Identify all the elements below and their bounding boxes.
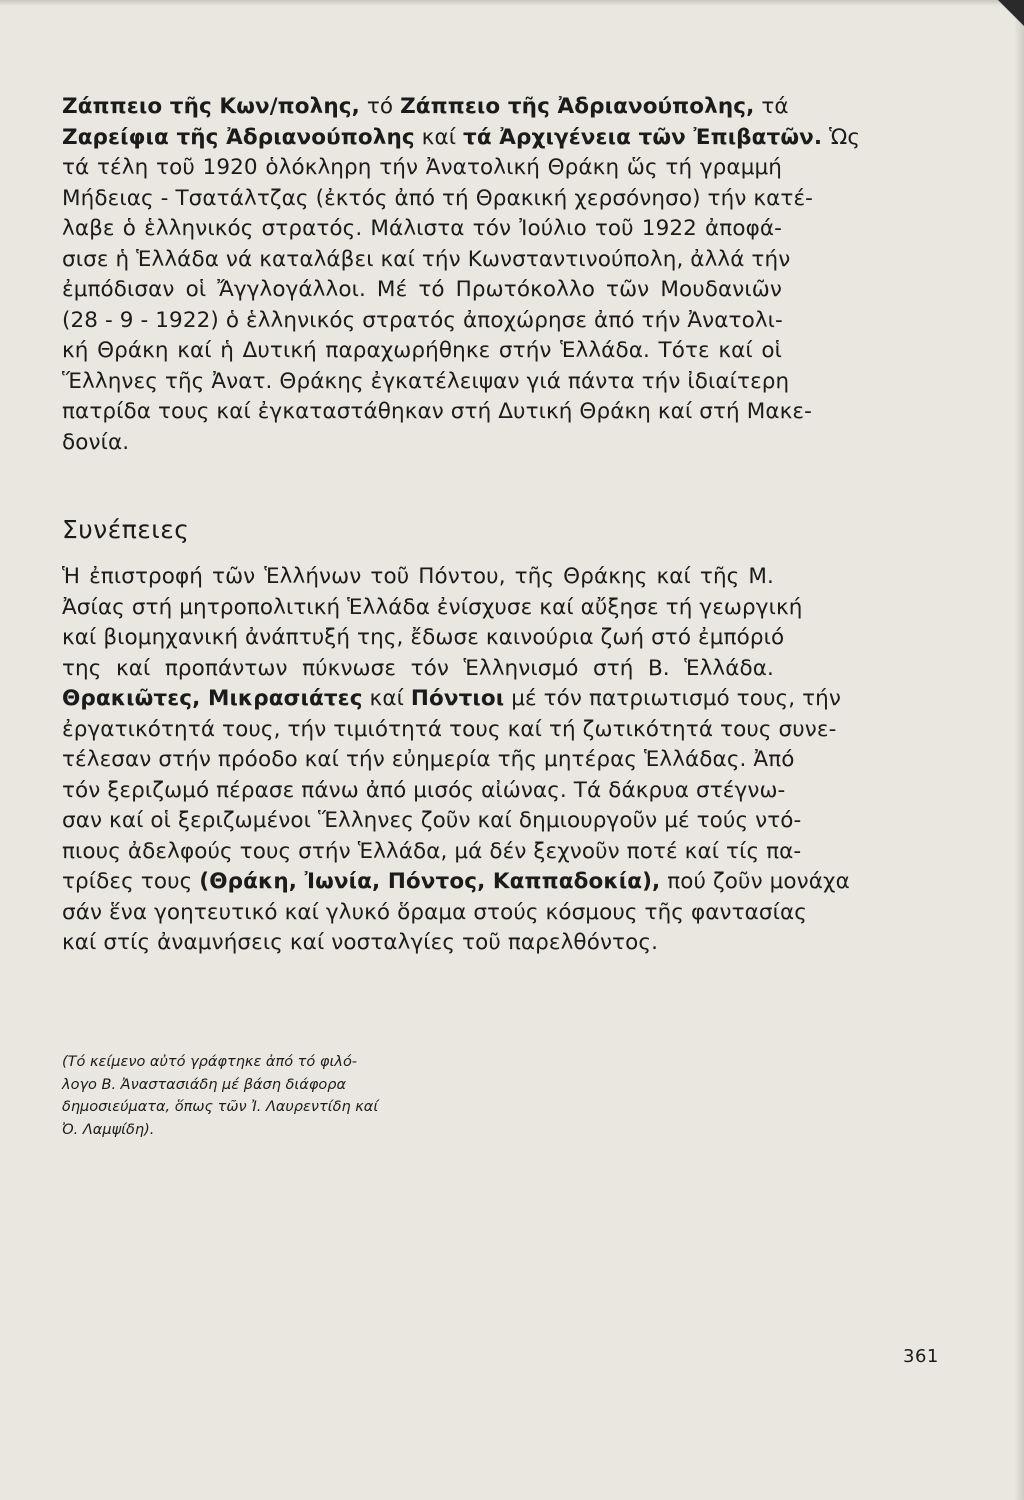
text-line — [62, 928, 774, 959]
text-line — [62, 367, 790, 398]
text-line — [62, 654, 774, 685]
bold-phrase: Πόντιοι — [410, 686, 505, 711]
text-run: σισε ἡ Ἑλλάδα νά καταλάβει καί τήν Κωνσταντινούπολη, ἀλλά τήν — [62, 246, 791, 272]
text-line — [62, 428, 782, 459]
text-run: δονία. — [62, 429, 130, 455]
text-line — [62, 623, 785, 654]
text-line — [62, 593, 803, 624]
text-run: Ὡς — [822, 124, 861, 150]
page-corner-mark — [998, 0, 1024, 26]
text-line — [62, 397, 812, 428]
footnote-line: (Τό κείμενο αὐτό γράφτηκε ἀπό τό φιλό- — [62, 1054, 358, 1070]
text-run: (28 - 9 - 1922) ὁ ἑλληνικός στρατός ἀποχώρησε ἀπό τήν Ἀνατολι- — [62, 307, 783, 333]
text-line — [62, 153, 782, 184]
source-footnote — [62, 1051, 392, 1141]
text-line — [62, 245, 791, 276]
text-line — [62, 898, 808, 929]
text-run: Ἕλληνες τῆς Ἀνατ. Θράκης ἐγκατέλειψαν γιά πάντα τήν ἰδιαίτερη — [62, 368, 790, 394]
text-line — [62, 867, 850, 898]
section-heading: Συνέπειες — [62, 515, 190, 544]
page-number: 361 — [903, 1346, 939, 1367]
text-line — [62, 184, 814, 215]
text-run: πού ζοῦν μονάχα — [660, 869, 850, 894]
text-line — [62, 776, 786, 807]
text-run: μέ τόν πατριωτισμό τους, τήν — [504, 686, 841, 711]
bold-phrase: Ζαρείφια τῆς Ἀδριανούπολης — [62, 124, 415, 150]
text-run: Μήδειας - Τσατάλτζας (ἐκτός ἀπό τή Θρακική χερσόνησο) τήν κατέ- — [62, 185, 814, 211]
text-line — [62, 745, 795, 776]
body-paragraph-history — [62, 92, 861, 458]
text-line — [62, 336, 782, 367]
text-line — [62, 92, 789, 123]
text-run: σάν ἕνα γοητευτικό καί γλυκό ὅραμα στούς κόσμους τῆς φαντασίας — [62, 899, 808, 925]
text-line — [62, 306, 782, 337]
text-run: Ἀσίας στή μητροπολιτική Ἑλλάδα ἐνίσχυσε καί αὔξησε τή γεωργική — [62, 594, 803, 620]
text-run: τρίδες τους — [62, 869, 200, 894]
page-edge-top — [0, 0, 1024, 6]
text-line — [62, 806, 802, 837]
text-line — [62, 837, 802, 868]
text-line — [62, 715, 837, 746]
text-line — [62, 562, 774, 593]
footnote-line: Ὀ. Λαμψίδη). — [62, 1121, 155, 1138]
text-run: τά — [754, 94, 789, 119]
text-run: σαν καί οἱ ξεριζωμένοι Ἕλληνες ζοῦν καί δημιουργοῦν μέ τούς ντό- — [62, 808, 802, 833]
text-run: τόν ξεριζωμό πέρασε πάνω ἀπό μισός αἰώνας. Τά δάκρυα στέγνω- — [62, 777, 786, 803]
text-run: ἐμπόδισαν οἱ Ἄγγλογάλλοι. Μέ τό Πρωτόκολλο τῶν Μουδανιῶν — [62, 277, 782, 302]
text-run: τέλεσαν στήν πρόοδο καί τήν εὐημερία τῆς μητέρας Ἑλλάδας. Ἀπό — [62, 747, 795, 772]
footnote-line: δημοσιεύματα, ὅπως τῶν Ἰ. Λαυρεντίδη καί — [62, 1099, 379, 1115]
bold-phrase: Ζάππειο τῆς Ἀδριανούπολης, — [400, 94, 755, 119]
text-run: πατρίδα τους καί ἐγκαταστάθηκαν στή Δυτική Θράκη καί στή Μακε- — [62, 399, 812, 424]
bold-phrase: τά Ἀρχιγένεια τῶν Ἐπιβατῶν. — [463, 124, 823, 150]
bold-phrase: Θρακιῶτες, Μικρασιάτες — [62, 686, 363, 711]
text-run: καί στίς ἀναμνήσεις καί νοσταλγίες τοῦ παρελθόντος. — [62, 930, 659, 955]
text-run: καί — [414, 124, 464, 150]
text-run: Ἡ ἐπιστροφή τῶν Ἑλλήνων τοῦ Πόντου, τῆς Θράκης καί τῆς Μ. — [62, 564, 774, 589]
bold-phrase: (Θράκη, Ἰωνία, Πόντος, Καππαδοκία), — [199, 869, 661, 894]
text-run: πιους ἀδελφούς τους στήν Ἑλλάδα, μά δέν ξεχνοῦν ποτέ καί τίς πα- — [62, 838, 802, 864]
text-line — [62, 684, 841, 715]
text-line — [62, 123, 861, 154]
text-run: της καί προπάντων πύκνωσε τόν Ἑλληνισμό στή Β. Ἑλλάδα. — [62, 655, 774, 681]
page-edge-right — [1014, 0, 1024, 1500]
text-line — [62, 214, 782, 245]
text-line — [62, 275, 782, 306]
text-run: καί βιομηχανική ἀνάπτυξή της, ἔδωσε καινούρια ζωή στό ἐμπόριό — [62, 625, 785, 650]
text-run: τό — [359, 94, 401, 119]
text-run: κή Θράκη καί ἡ Δυτική παραχωρήθηκε στήν Ἑλλάδα. Τότε καί οἱ — [62, 338, 782, 363]
text-run: τά τέλη τοῦ 1920 ὁλόκληρη τήν Ἀνατολική Θράκη ὥς τή γραμμή — [62, 155, 782, 180]
text-run: λαβε ὁ ἑλληνικός στρατός. Μάλιστα τόν Ἰούλιο τοῦ 1922 ἀποφά- — [62, 216, 782, 241]
text-run: καί — [362, 686, 411, 711]
bold-phrase: Ζάππειο τῆς Κων/πολης, — [62, 94, 360, 119]
text-run: ἐργατικότητά τους, τήν τιμιότητά τους καί τή ζωτικότητά τους συνε- — [62, 716, 837, 742]
footnote-line: λογο Β. Ἀναστασιάδη μέ βάση διάφορα — [62, 1076, 347, 1093]
body-paragraph-consequences — [62, 562, 850, 959]
